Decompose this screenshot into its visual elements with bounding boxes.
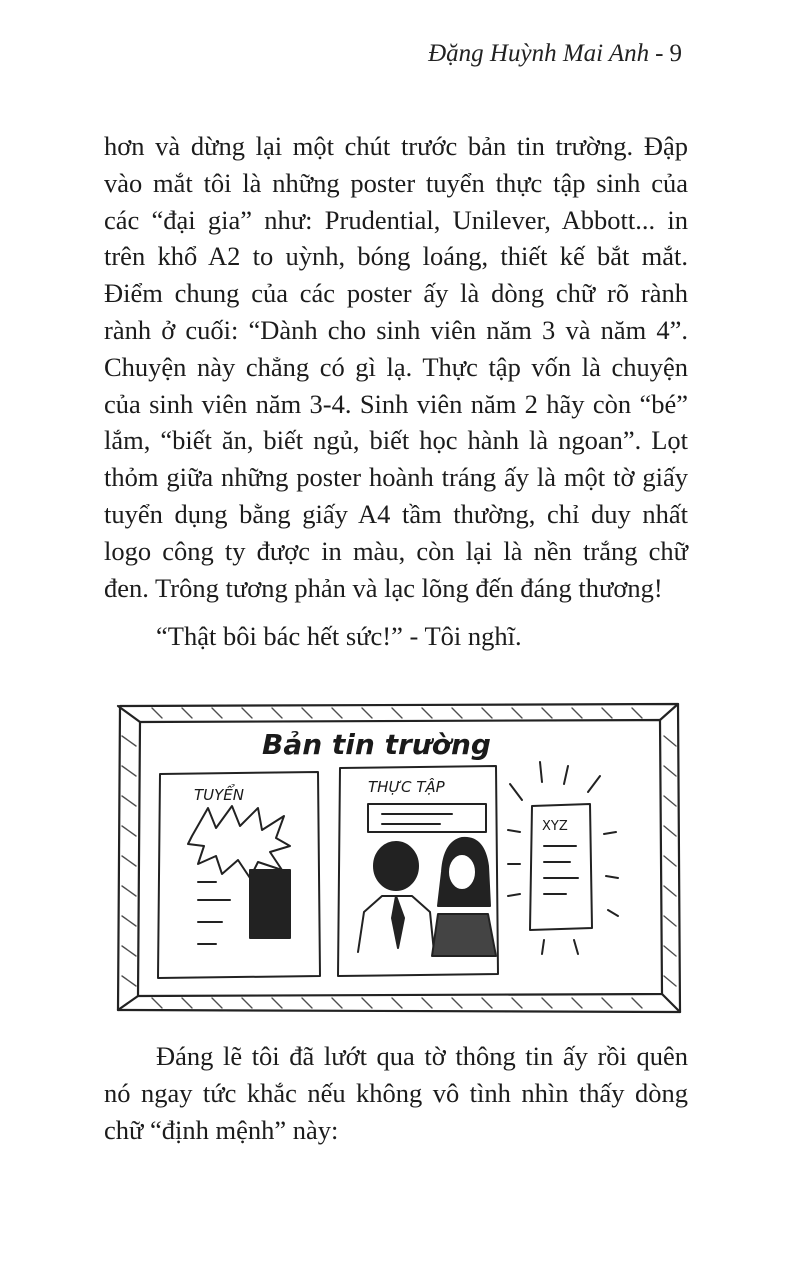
paragraph-1: hơn và dừng lại một chút trước bản tin trường. Đập vào mắt tôi là những poster tuyển thực tập sinh của các “đại gia” như: Prudential, Unilever, Abbott... in trên khổ A2 to uỳnh, bóng loáng, thiết kế bắt mắt. Điểm chung của các poster ấy là dòng chữ rõ rành rành ở cuối: “Dành cho sinh viên năm 3 và năm 4”. Chuyện này chẳng có gì lạ. Thực tập vốn là chuyện của sinh viên năm 3-4. Sinh viên năm 2 hãy còn “bé” lắm, “biết ăn, biết ngủ, biết học hành là ngoan”. Lọt thỏm giữa những poster hoành tráng ấy là một tờ giấy tuyển dụng bằng giấy A4 tầm thường, chỉ duy nhất logo công ty được in màu, còn lại là nền trắng chữ đen. Trông tương phản và lạc lõng đến đáng thương! (104, 131, 688, 603)
header-separator: - (655, 40, 664, 67)
paragraph-2: Đáng lẽ tôi đã lướt qua tờ thông tin ấy rồi quên nó ngay tức khắc nếu không vô tình nhìn thấy dòng chữ “định mệnh” này: (104, 1041, 688, 1145)
poster-left-label: TUYỂN (194, 786, 245, 804)
poster-middle (338, 766, 498, 976)
running-header (428, 40, 682, 68)
author-name: Đặng Huỳnh Mai Anh (428, 40, 650, 67)
starburst-shape (188, 806, 290, 878)
body-text (104, 128, 688, 655)
poster-right (508, 762, 618, 954)
poster-left-photo (250, 870, 290, 938)
poster-left (158, 772, 320, 978)
quote-line: “Thật bôi bác hết sức!” - Tôi nghĩ. (156, 621, 522, 652)
man-figure-head (374, 842, 418, 890)
board-title: Bản tin trường (262, 728, 491, 761)
page-number: 9 (669, 40, 682, 67)
poster-right-label: XYZ (542, 819, 568, 834)
bulletin-board-sketch (112, 696, 684, 1018)
poster-middle-label: THỰC TẬP (368, 778, 445, 796)
